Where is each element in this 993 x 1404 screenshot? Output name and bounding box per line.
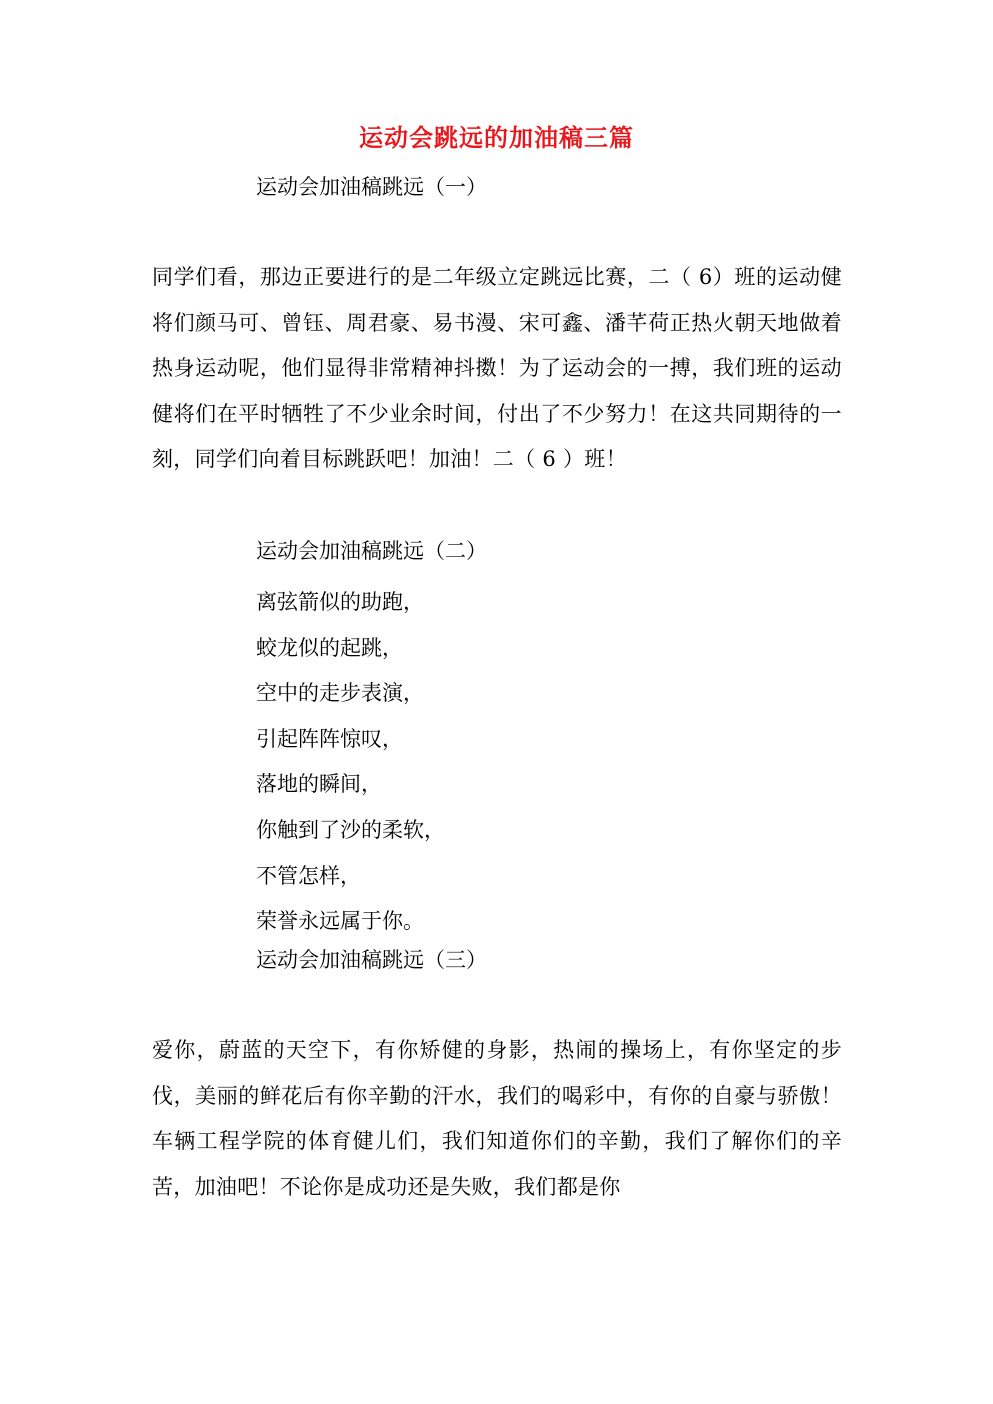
poem-line: 离弦箭似的助跑，	[256, 590, 424, 614]
poem-line: 不管怎样，	[256, 863, 361, 888]
section-3-heading: 运动会加油稿跳远（三）	[256, 948, 487, 972]
section-1-heading: 运动会加油稿跳远（一）	[256, 175, 487, 199]
document-title: 运动会跳远的加油稿三篇	[359, 123, 634, 152]
poem-line: 你触到了沙的柔软，	[256, 817, 445, 842]
poem-line: 落地的瞬间，	[256, 772, 382, 797]
section-2-heading: 运动会加油稿跳远（二）	[256, 539, 487, 563]
poem-line: 空中的走步表演，	[256, 681, 424, 706]
poem-line: 荣誉永远属于你。	[256, 909, 424, 934]
poem-line: 蛟龙似的起跳，	[256, 635, 403, 660]
section-3-paragraph: 爱你，蔚蓝的天空下，有你矫健的身影，热闹的操场上，有你坚定的步伐，美丽的鲜花后有你辛勤的汗水，我们的喝彩中，有你的自豪与骄傲！车辆工程学院的体育健儿们，我们知道你们的辛勤，我们了解你们的辛苦，加油吧！不论你是成功还是失败，我们都是你	[152, 1038, 842, 1199]
poem-line: 引起阵阵惊叹，	[256, 726, 403, 751]
section-1-paragraph: 同学们看，那边正要进行的是二年级立定跳远比赛，二（ 6）班的运动健将们颜马可、曾钰、周君豪、易书漫、宋可鑫、潘芊荷正热火朝天地做着热身运动呢，他们显得非常精神抖擞！为了运动会的一搏，我们班的运动健将们在平时牺牲了不少业余时间，付出了不少努力！在这共同期待的一刻，同学们向着目标跳跃吧！加油！二（ 6 ）班！	[152, 265, 842, 471]
poem-list	[256, 580, 445, 945]
